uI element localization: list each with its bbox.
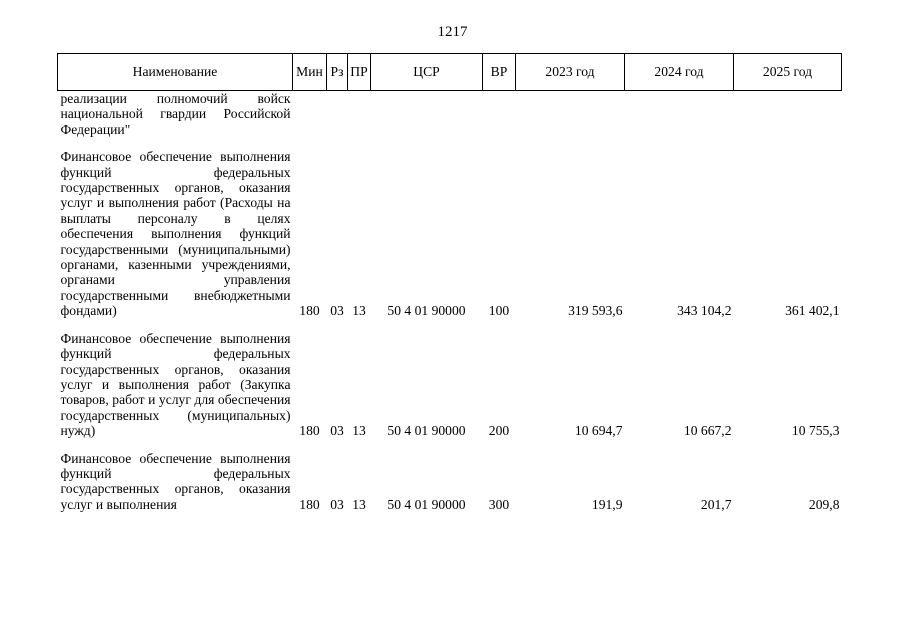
row-pr: 13	[352, 423, 366, 439]
table-row	[58, 319, 842, 439]
row-pr: 13	[352, 303, 366, 319]
row-2023: 191,9	[591, 496, 623, 512]
table-header-row	[58, 54, 842, 91]
row-csr: 50 4 01 90000	[387, 303, 466, 319]
header-2025: 2025 год	[734, 54, 842, 91]
row-vr: 100	[488, 303, 510, 319]
row-name: Финансовое обеспечение выполнения функций федеральных государственных органов, оказания услуг и выполнения	[60, 450, 291, 512]
row-name: реализации полномочий войск национальной гвардии Российской Федерации"	[60, 91, 291, 137]
row-min: 180	[299, 496, 320, 512]
header-name: Наименование	[58, 54, 293, 91]
row-name: Финансовое обеспечение выполнения функций федеральных государственных органов, оказания услуг и выполнения работ (Закупка товаров, работ и услуг для обеспечения государственных (муниципальных) нужд)	[60, 330, 291, 439]
page-number: 1217	[437, 24, 468, 40]
table-row	[58, 439, 842, 513]
header-min: Мин	[293, 54, 327, 91]
table-row	[58, 137, 842, 318]
row-pr	[348, 91, 371, 138]
row-vr: 200	[488, 423, 510, 439]
row-csr	[371, 91, 483, 138]
header-2023: 2023 год	[516, 54, 625, 91]
row-pr: 13	[352, 496, 366, 512]
row-csr: 50 4 01 90000	[387, 496, 466, 512]
header-rz: Рз	[327, 54, 348, 91]
row-name: Финансовое обеспечение выполнения функций федеральных государственных органов, оказания услуг и выполнения работ (Расходы на выплаты персоналу в целях обеспечения выполнения функций государственными (муниципальными) органами, казенными учреждениями, органами управления государственными внебюджетными фондами)	[60, 149, 291, 319]
row-2024: 201,7	[700, 496, 732, 512]
budget-table	[57, 53, 842, 512]
row-min: 180	[299, 303, 320, 319]
row-2025: 10 755,3	[791, 423, 840, 439]
row-rz: 03	[330, 303, 344, 319]
row-2023	[516, 91, 625, 138]
table-row	[58, 91, 842, 138]
row-2023: 319 593,6	[568, 303, 623, 319]
row-2025	[734, 91, 842, 138]
header-csr: ЦСР	[371, 54, 483, 91]
row-2024: 10 667,2	[683, 423, 732, 439]
row-vr	[483, 91, 516, 138]
row-2024: 343 104,2	[677, 303, 732, 319]
header-pr: ПР	[348, 54, 371, 91]
row-vr: 300	[488, 496, 510, 512]
header-vr: ВР	[483, 54, 516, 91]
row-rz	[327, 91, 348, 138]
row-2025: 209,8	[808, 496, 840, 512]
row-min: 180	[299, 423, 320, 439]
row-2023: 10 694,7	[574, 423, 623, 439]
row-csr: 50 4 01 90000	[387, 423, 466, 439]
row-rz: 03	[330, 423, 344, 439]
header-2024: 2024 год	[625, 54, 734, 91]
row-rz: 03	[330, 496, 344, 512]
row-2025: 361 402,1	[785, 303, 840, 319]
row-2024	[625, 91, 734, 138]
row-min	[293, 91, 327, 138]
